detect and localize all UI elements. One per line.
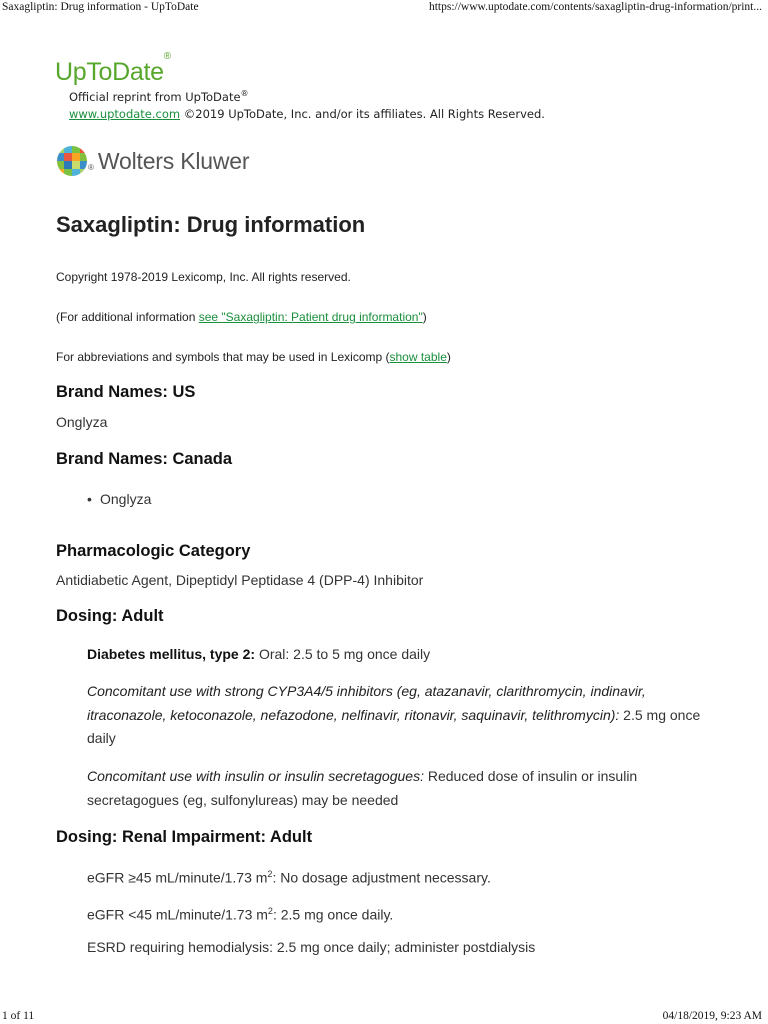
page-title: Saxagliptin: Drug information: [56, 212, 366, 237]
dosing-insulin-paragraph: [87, 765, 717, 812]
patient-drug-information-link[interactable]: see "Saxagliptin: Patient drug information": [198, 310, 423, 324]
brand-names-us-value: Onglyza: [56, 414, 108, 430]
renal-egfr-ge45: [87, 863, 717, 890]
wolters-kluwer-logo: [56, 145, 249, 177]
lexicomp-copyright: Copyright 1978-2019 Lexicomp, Inc. All rights reserved.: [56, 270, 351, 284]
renal-egfr-ge45-pre: eGFR ≥45 mL/minute/1.73 m: [87, 869, 268, 886]
uptodate-logo: [55, 50, 171, 87]
brand-names-canada-item: • Onglyza: [100, 491, 151, 507]
dosing-insulin-label: Concomitant use with insulin or insulin secretagogues:: [87, 768, 424, 784]
dosing-cyp3a4-label: Concomitant use with strong CYP3A4/5 inhibitors (eg, atazanavir, clarithromycin, indinavir, itraconazole, ketoconazole, nefazodone, nelfinavir, ritonavir, saquinavir, telithromycin):: [87, 683, 646, 723]
renal-egfr-ge45-post: : No dosage adjustment necessary.: [272, 869, 491, 886]
additional-information-line: [56, 310, 427, 324]
logo-text: UpToDate: [55, 58, 164, 86]
uptodate-site-link[interactable]: www.uptodate.com: [69, 107, 181, 121]
print-url: https://www.uptodate.com/contents/saxagliptin-drug-information/print...: [428, 1, 762, 13]
print-datetime: 04/18/2019, 9:23 AM: [662, 1010, 762, 1022]
dosing-cyp3a4-text: 2.5 mg once daily: [87, 706, 701, 746]
brand-names-canada-heading: Brand Names: Canada: [56, 450, 233, 468]
renal-egfr-lt45-sup: 2: [267, 906, 273, 916]
renal-egfr-lt45-post: : 2.5 mg once daily.: [272, 906, 394, 923]
logo-registered-mark: ®: [163, 50, 171, 62]
wolters-kluwer-emblem-icon: [56, 145, 88, 177]
wolters-kluwer-wordmark: Wolters Kluwer: [97, 147, 250, 174]
renal-egfr-lt45-pre: eGFR <45 mL/minute/1.73 m: [87, 906, 268, 923]
abbreviations-suffix: ): [446, 350, 451, 364]
abbreviations-line: [56, 350, 451, 364]
wolters-kluwer-registered-mark: ®: [88, 162, 94, 172]
dosing-renal-heading: Dosing: Renal Impairment: Adult: [56, 828, 313, 846]
brand-names-us-heading: Brand Names: US: [56, 383, 196, 401]
pharmacologic-category-value: Antidiabetic Agent, Dipeptidyl Peptidase 4 (DPP-4) Inhibitor: [56, 572, 424, 588]
reprint-copyright-line: [69, 107, 545, 121]
dosing-insulin-text: Reduced dose of insulin or insulin secretagogues (eg, sulfonylureas) may be needed: [87, 768, 638, 808]
dosing-adult-heading: Dosing: Adult: [56, 607, 164, 625]
abbreviations-prefix: For abbreviations and symbols that may be used in Lexicomp (: [56, 350, 390, 364]
reprint-notice: [69, 89, 249, 104]
renal-egfr-ge45-sup: 2: [267, 869, 273, 879]
dosing-diabetes-paragraph: [87, 643, 717, 667]
reprint-text: Official reprint from UpToDate: [69, 89, 241, 104]
page-number: 1 of 11: [2, 1010, 35, 1022]
dosing-cyp3a4-paragraph: [87, 680, 717, 751]
pharmacologic-category-heading: Pharmacologic Category: [56, 542, 251, 560]
reprint-registered-mark: ®: [240, 89, 249, 98]
renal-esrd: ESRD requiring hemodialysis: 2.5 mg once daily; administer postdialysis: [87, 939, 536, 955]
additional-info-suffix: ): [422, 310, 427, 324]
print-title: Saxagliptin: Drug information - UpToDate: [2, 1, 199, 13]
dosing-diabetes-text: Oral: 2.5 to 5 mg once daily: [255, 646, 431, 662]
additional-info-prefix: (For additional information: [56, 310, 199, 324]
show-table-link[interactable]: show table: [389, 350, 447, 364]
renal-egfr-lt45: [87, 900, 717, 927]
uptodate-copyright: ©2019 UpToDate, Inc. and/or its affiliates. All Rights Reserved.: [183, 107, 545, 121]
print-footer: [0, 1008, 768, 1024]
print-header: [0, 0, 768, 16]
dosing-diabetes-label: Diabetes mellitus, type 2:: [87, 646, 256, 662]
